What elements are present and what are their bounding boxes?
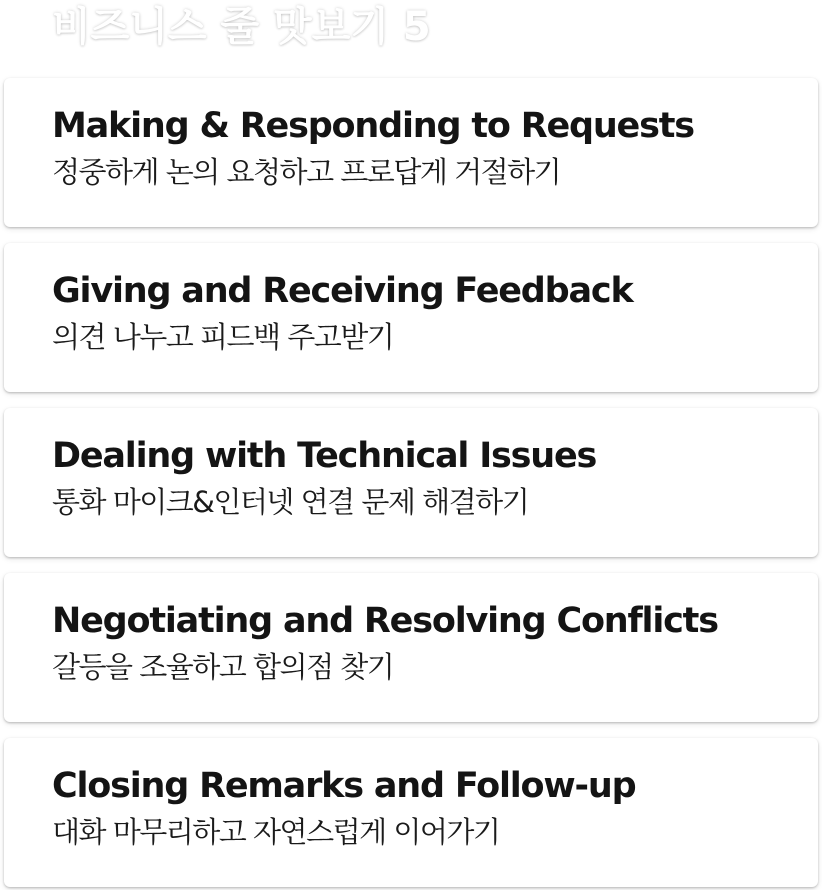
topic-card-subtitle: 통화 마이크&인터넷 연결 문제 해결하기 — [52, 485, 529, 519]
topic-card-technical-issues[interactable] — [4, 408, 818, 557]
topic-card-closing[interactable] — [4, 738, 818, 887]
topic-card-subtitle: 대화 마무리하고 자연스럽게 이어가기 — [52, 815, 500, 849]
topic-card-subtitle: 의견 나누고 피드백 주고받기 — [52, 320, 394, 354]
topic-card-title: Negotiating and Resolving Conflicts — [52, 601, 718, 641]
topic-card-negotiating[interactable] — [4, 573, 818, 722]
topic-card-list — [4, 78, 818, 887]
topic-card-title: Giving and Receiving Feedback — [52, 271, 633, 311]
topic-card-subtitle: 갈등을 조율하고 합의점 찾기 — [52, 650, 394, 684]
section-heading: 비즈니스 줄 맛보기 5 — [52, 4, 431, 50]
topic-card-feedback[interactable] — [4, 243, 818, 392]
topic-card-subtitle: 정중하게 논의 요청하고 프로답게 거절하기 — [52, 155, 561, 189]
topic-card-title: Closing Remarks and Follow-up — [52, 766, 636, 806]
topic-card-title: Dealing with Technical Issues — [52, 436, 597, 476]
topic-card-requests[interactable] — [4, 78, 818, 227]
topic-card-title: Making & Responding to Requests — [52, 106, 694, 146]
